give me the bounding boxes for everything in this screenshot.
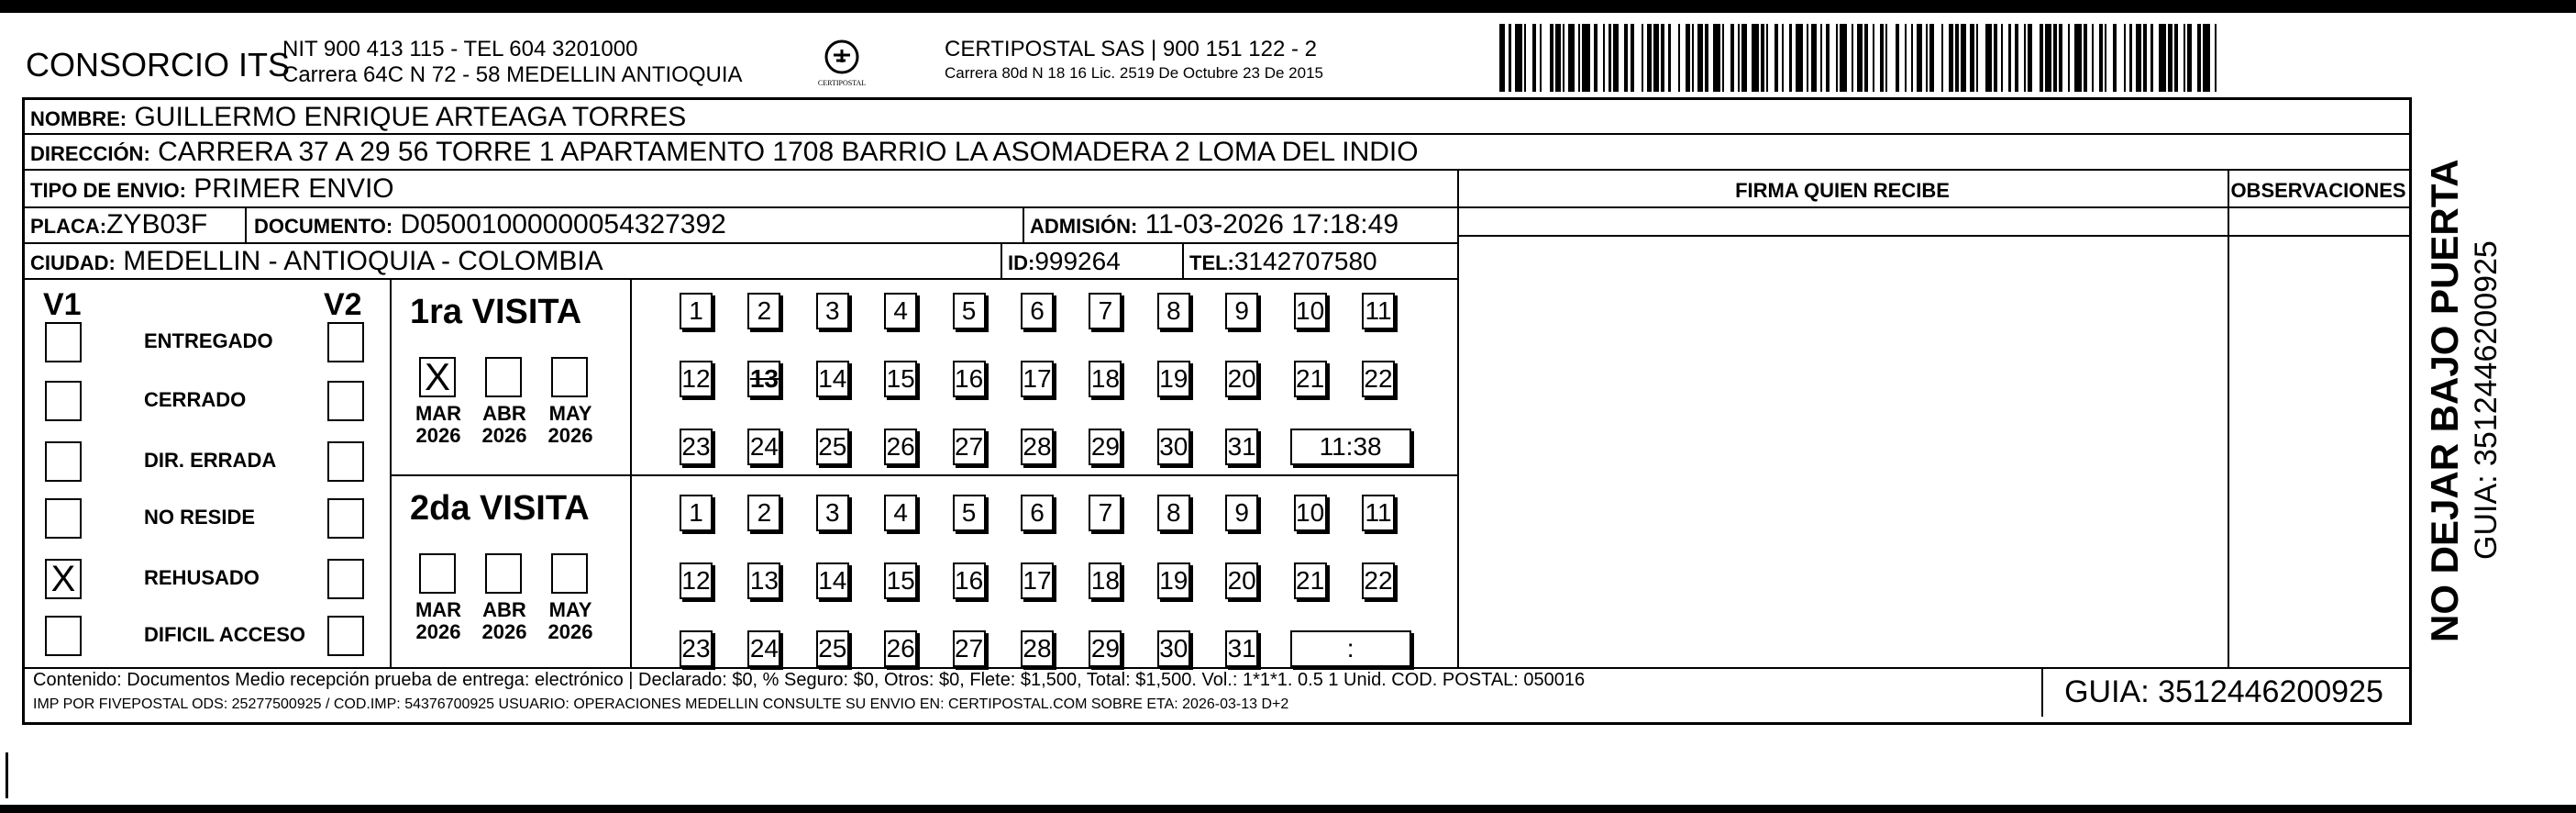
day-box[interactable]: 9	[1225, 495, 1258, 531]
v2-header: V2	[324, 287, 362, 322]
col-divider	[1001, 242, 1002, 278]
direccion-label: DIRECCIÓN:	[30, 142, 150, 165]
day-box[interactable]: 24	[747, 429, 780, 465]
day-box[interactable]: 11	[1362, 293, 1395, 329]
day-box[interactable]: 11	[1362, 495, 1395, 531]
placa-label: PLACA:	[30, 215, 107, 238]
v1-checkbox[interactable]	[45, 441, 82, 482]
delivery-form	[22, 97, 2412, 725]
day-box[interactable]: 14	[816, 562, 849, 599]
day-box[interactable]: 5	[953, 495, 986, 531]
documento-label: DOCUMENTO:	[254, 215, 393, 238]
bottom-border	[0, 805, 2576, 813]
barcode-bar	[1978, 24, 1985, 92]
day-box[interactable]: 30	[1157, 429, 1190, 465]
tipo-label: TIPO DE ENVIO:	[30, 179, 186, 202]
company-name: CONSORCIO ITS	[26, 46, 291, 84]
v2-checkbox[interactable]	[327, 381, 364, 421]
month-checkbox[interactable]	[419, 553, 456, 594]
v1-checkbox[interactable]	[45, 381, 82, 421]
day-box[interactable]: 31	[1225, 630, 1258, 667]
guia-number: GUIA: 3512446200925	[2041, 667, 2405, 717]
tel-label: TEL:	[1189, 251, 1234, 274]
logo-text: CERTIPOSTAL	[817, 79, 867, 87]
col-divider	[1023, 206, 1024, 242]
row-divider	[25, 133, 2409, 135]
day-box[interactable]: 18	[1089, 562, 1122, 599]
status-label: DIR. ERRADA	[144, 449, 277, 472]
nombre-value: GUILLERMO ENRIQUE ARTEAGA TORRES	[134, 102, 687, 132]
time-box[interactable]: :	[1290, 630, 1411, 667]
footer-content: Contenido: Documentos Medio recepción prueba de entrega: electrónico | Declarado: $0, % Seguro: $0, Otros: $0, Flete: $1,500, Total: $1,500. Vol.: 1*1*1. 0.5 1 Unid. COD. POSTAL: 050016	[33, 670, 1586, 690]
month-checkbox[interactable]	[551, 553, 588, 594]
barcode-bar	[2203, 24, 2210, 92]
status-label: ENTREGADO	[144, 329, 273, 352]
status-label: DIFICIL ACCESO	[144, 623, 306, 646]
month-checkbox[interactable]: X	[419, 357, 456, 397]
month-label: MAR	[415, 598, 462, 621]
row-divider	[1457, 206, 2409, 208]
day-box[interactable]: 29	[1089, 429, 1122, 465]
barcode-bar	[2159, 24, 2166, 92]
day-box[interactable]: 19	[1157, 562, 1190, 599]
ciudad-row	[30, 248, 603, 277]
visit-separator	[390, 474, 1457, 476]
day-box[interactable]: 16	[953, 562, 986, 599]
nit-line: NIT 900 413 115 - TEL 604 3201000	[282, 37, 638, 61]
direccion-row	[30, 139, 1419, 168]
v2-checkbox[interactable]	[327, 559, 364, 599]
day-box[interactable]: 12	[680, 361, 713, 397]
month-label: MAY	[548, 598, 592, 621]
row-divider	[25, 169, 2409, 171]
v2-checkbox[interactable]	[327, 498, 364, 539]
day-box[interactable]: 29	[1089, 630, 1122, 667]
status-label: CERRADO	[144, 388, 247, 411]
day-box[interactable]: 27	[953, 630, 986, 667]
year-label: 2026	[415, 620, 461, 643]
day-box[interactable]: 8	[1157, 495, 1190, 531]
day-box[interactable]: 4	[884, 293, 917, 329]
tel-value: 3142707580	[1233, 247, 1377, 275]
day-box[interactable]: 3	[816, 293, 849, 329]
visit2-title: 2da VISITA	[410, 489, 590, 528]
day-box[interactable]: 10	[1294, 495, 1327, 531]
month-label: MAY	[548, 402, 592, 425]
month-label: ABR	[482, 598, 526, 621]
ciudad-value: MEDELLIN - ANTIOQUIA - COLOMBIA	[123, 246, 603, 276]
barcode-bar	[2074, 24, 2082, 92]
day-box[interactable]: 13	[747, 361, 780, 397]
observaciones-area[interactable]	[2229, 237, 2407, 665]
day-box[interactable]: 17	[1021, 361, 1054, 397]
day-box[interactable]: 8	[1157, 293, 1190, 329]
barcode-bar	[1752, 24, 1759, 92]
visit-divider	[630, 278, 632, 667]
year-label: 2026	[415, 424, 461, 447]
ciudad-label: CIUDAD:	[30, 251, 116, 274]
day-box[interactable]: 26	[884, 429, 917, 465]
documento-value: D05001000000054327392	[400, 209, 726, 239]
nombre-row	[30, 104, 686, 133]
day-box[interactable]: 15	[884, 562, 917, 599]
barcode-bar	[1713, 24, 1720, 92]
day-box[interactable]: 15	[884, 361, 917, 397]
v2-checkbox[interactable]	[327, 441, 364, 482]
day-box[interactable]: 24	[747, 630, 780, 667]
barcode-bar	[1582, 24, 1589, 92]
month-checkbox[interactable]	[485, 357, 522, 397]
v2-checkbox[interactable]	[327, 616, 364, 656]
day-box[interactable]: 19	[1157, 361, 1190, 397]
status-divider	[390, 278, 392, 667]
day-box[interactable]: 13	[747, 562, 780, 599]
month-label: ABR	[482, 402, 526, 425]
v2-checkbox[interactable]	[327, 322, 364, 362]
row-divider	[25, 242, 1457, 244]
day-box[interactable]: 31	[1225, 429, 1258, 465]
col-divider	[245, 206, 247, 242]
admision-row	[1030, 211, 1399, 240]
day-box[interactable]: 12	[680, 562, 713, 599]
barcode	[1499, 24, 2224, 92]
day-box[interactable]: 16	[953, 361, 986, 397]
time-box[interactable]: 11:38	[1290, 429, 1411, 465]
tel-row	[1189, 248, 1377, 277]
firma-area[interactable]	[1457, 237, 2226, 665]
status-label: REHUSADO	[144, 566, 260, 589]
v1-checkbox[interactable]: X	[45, 559, 82, 599]
day-box[interactable]: 6	[1021, 293, 1054, 329]
day-box[interactable]: 28	[1021, 630, 1054, 667]
v1-header: V1	[43, 287, 82, 322]
visit1-title: 1ra VISITA	[410, 293, 582, 331]
day-box[interactable]: 6	[1021, 495, 1054, 531]
day-box[interactable]: 22	[1362, 562, 1395, 599]
day-box[interactable]: 14	[816, 361, 849, 397]
day-box[interactable]: 21	[1294, 361, 1327, 397]
barcode-bar	[2117, 24, 2124, 92]
barcode-bar	[2217, 24, 2222, 92]
day-box[interactable]: 7	[1089, 495, 1122, 531]
year-label: 2026	[547, 620, 593, 643]
admision-label: ADMISIÓN:	[1030, 215, 1138, 238]
admision-value: 11-03-2026 17:18:49	[1144, 209, 1399, 239]
row-divider	[25, 206, 1457, 208]
certipostal-line1: CERTIPOSTAL SAS | 900 151 122 - 2	[945, 37, 1317, 61]
placa-value: ZYB03F	[106, 209, 208, 239]
day-box[interactable]: 21	[1294, 562, 1327, 599]
day-box[interactable]: 23	[680, 429, 713, 465]
day-box[interactable]: 18	[1089, 361, 1122, 397]
barcode-bar	[1515, 24, 1522, 92]
year-label: 2026	[481, 620, 527, 643]
day-box[interactable]: 10	[1294, 293, 1327, 329]
v1-checkbox[interactable]	[45, 616, 82, 656]
day-box[interactable]: 7	[1089, 293, 1122, 329]
certipostal-info	[945, 37, 1323, 83]
day-box[interactable]: 17	[1021, 562, 1054, 599]
day-box[interactable]: 4	[884, 495, 917, 531]
day-box[interactable]: 2	[747, 495, 780, 531]
barcode-bar	[1840, 24, 1847, 92]
day-box[interactable]: 1	[680, 293, 713, 329]
edge-mark	[6, 752, 8, 798]
id-value: 999264	[1034, 247, 1121, 275]
day-box[interactable]: 1	[680, 495, 713, 531]
day-box[interactable]: 5	[953, 293, 986, 329]
day-box[interactable]: 30	[1157, 630, 1190, 667]
day-box[interactable]: 22	[1362, 361, 1395, 397]
day-box[interactable]: 3	[816, 495, 849, 531]
day-box[interactable]: 2	[747, 293, 780, 329]
side-warning: NO DEJAR BAJO PUERTA	[2423, 159, 2466, 642]
day-box[interactable]: 20	[1225, 562, 1258, 599]
nombre-label: NOMBRE:	[30, 107, 127, 130]
col-divider	[1182, 242, 1184, 278]
month-checkbox[interactable]	[485, 553, 522, 594]
documento-row	[254, 211, 726, 240]
day-box[interactable]: 25	[816, 630, 849, 667]
company-info	[282, 37, 743, 88]
month-label: MAR	[415, 402, 462, 425]
barcode-bar	[1934, 24, 1941, 92]
day-box[interactable]: 28	[1021, 429, 1054, 465]
certipostal-logo	[809, 39, 875, 90]
year-label: 2026	[547, 424, 593, 447]
v1-checkbox[interactable]	[45, 498, 82, 539]
tipo-value: PRIMER ENVIO	[193, 173, 394, 204]
year-label: 2026	[481, 424, 527, 447]
row-divider	[25, 278, 1457, 280]
certipostal-line2: Carrera 80d N 18 16 Lic. 2519 De Octubre 23 De 2015	[945, 64, 1323, 82]
barcode-bar	[1887, 24, 1895, 92]
barcode-bar	[1671, 24, 1678, 92]
firma-header: FIRMA QUIEN RECIBE	[1735, 179, 1950, 202]
barcode-bar	[1796, 24, 1803, 92]
day-box[interactable]: 25	[816, 429, 849, 465]
barcode-bar	[1634, 24, 1642, 92]
id-row	[1008, 248, 1121, 277]
barcode-bar	[2032, 24, 2040, 92]
footer-print-info: IMP POR FIVEPOSTAL ODS: 25277500925 / COD.IMP: 54376700925 USUARIO: OPERACIONES MEDELLIN CONSULTE SU ENVIO EN: CERTIPOSTAL.COM SOBRE ETA: 2026-03-13 D+2	[33, 696, 1289, 712]
v1-checkbox[interactable]	[45, 322, 82, 362]
barcode-bar	[1542, 24, 1549, 92]
address-line: Carrera 64C N 72 - 58 MEDELLIN ANTIOQUIA	[282, 62, 743, 87]
day-box[interactable]: 26	[884, 630, 917, 667]
day-box[interactable]: 20	[1225, 361, 1258, 397]
day-box[interactable]: 23	[680, 630, 713, 667]
day-box[interactable]: 9	[1225, 293, 1258, 329]
tipo-row	[30, 175, 394, 205]
day-box[interactable]: 27	[953, 429, 986, 465]
direccion-value: CARRERA 37 A 29 56 TORRE 1 APARTAMENTO 1708 BARRIO LA ASOMADERA 2 LOMA DEL INDIO	[158, 137, 1419, 167]
placa-row	[30, 211, 207, 240]
top-border	[0, 0, 2576, 13]
month-checkbox[interactable]	[551, 357, 588, 397]
id-label: ID:	[1008, 251, 1035, 274]
status-label: NO RESIDE	[144, 506, 256, 529]
side-guia: GUIA: 3512446200925	[2469, 240, 2504, 560]
observaciones-header: OBSERVACIONES	[2230, 179, 2406, 202]
